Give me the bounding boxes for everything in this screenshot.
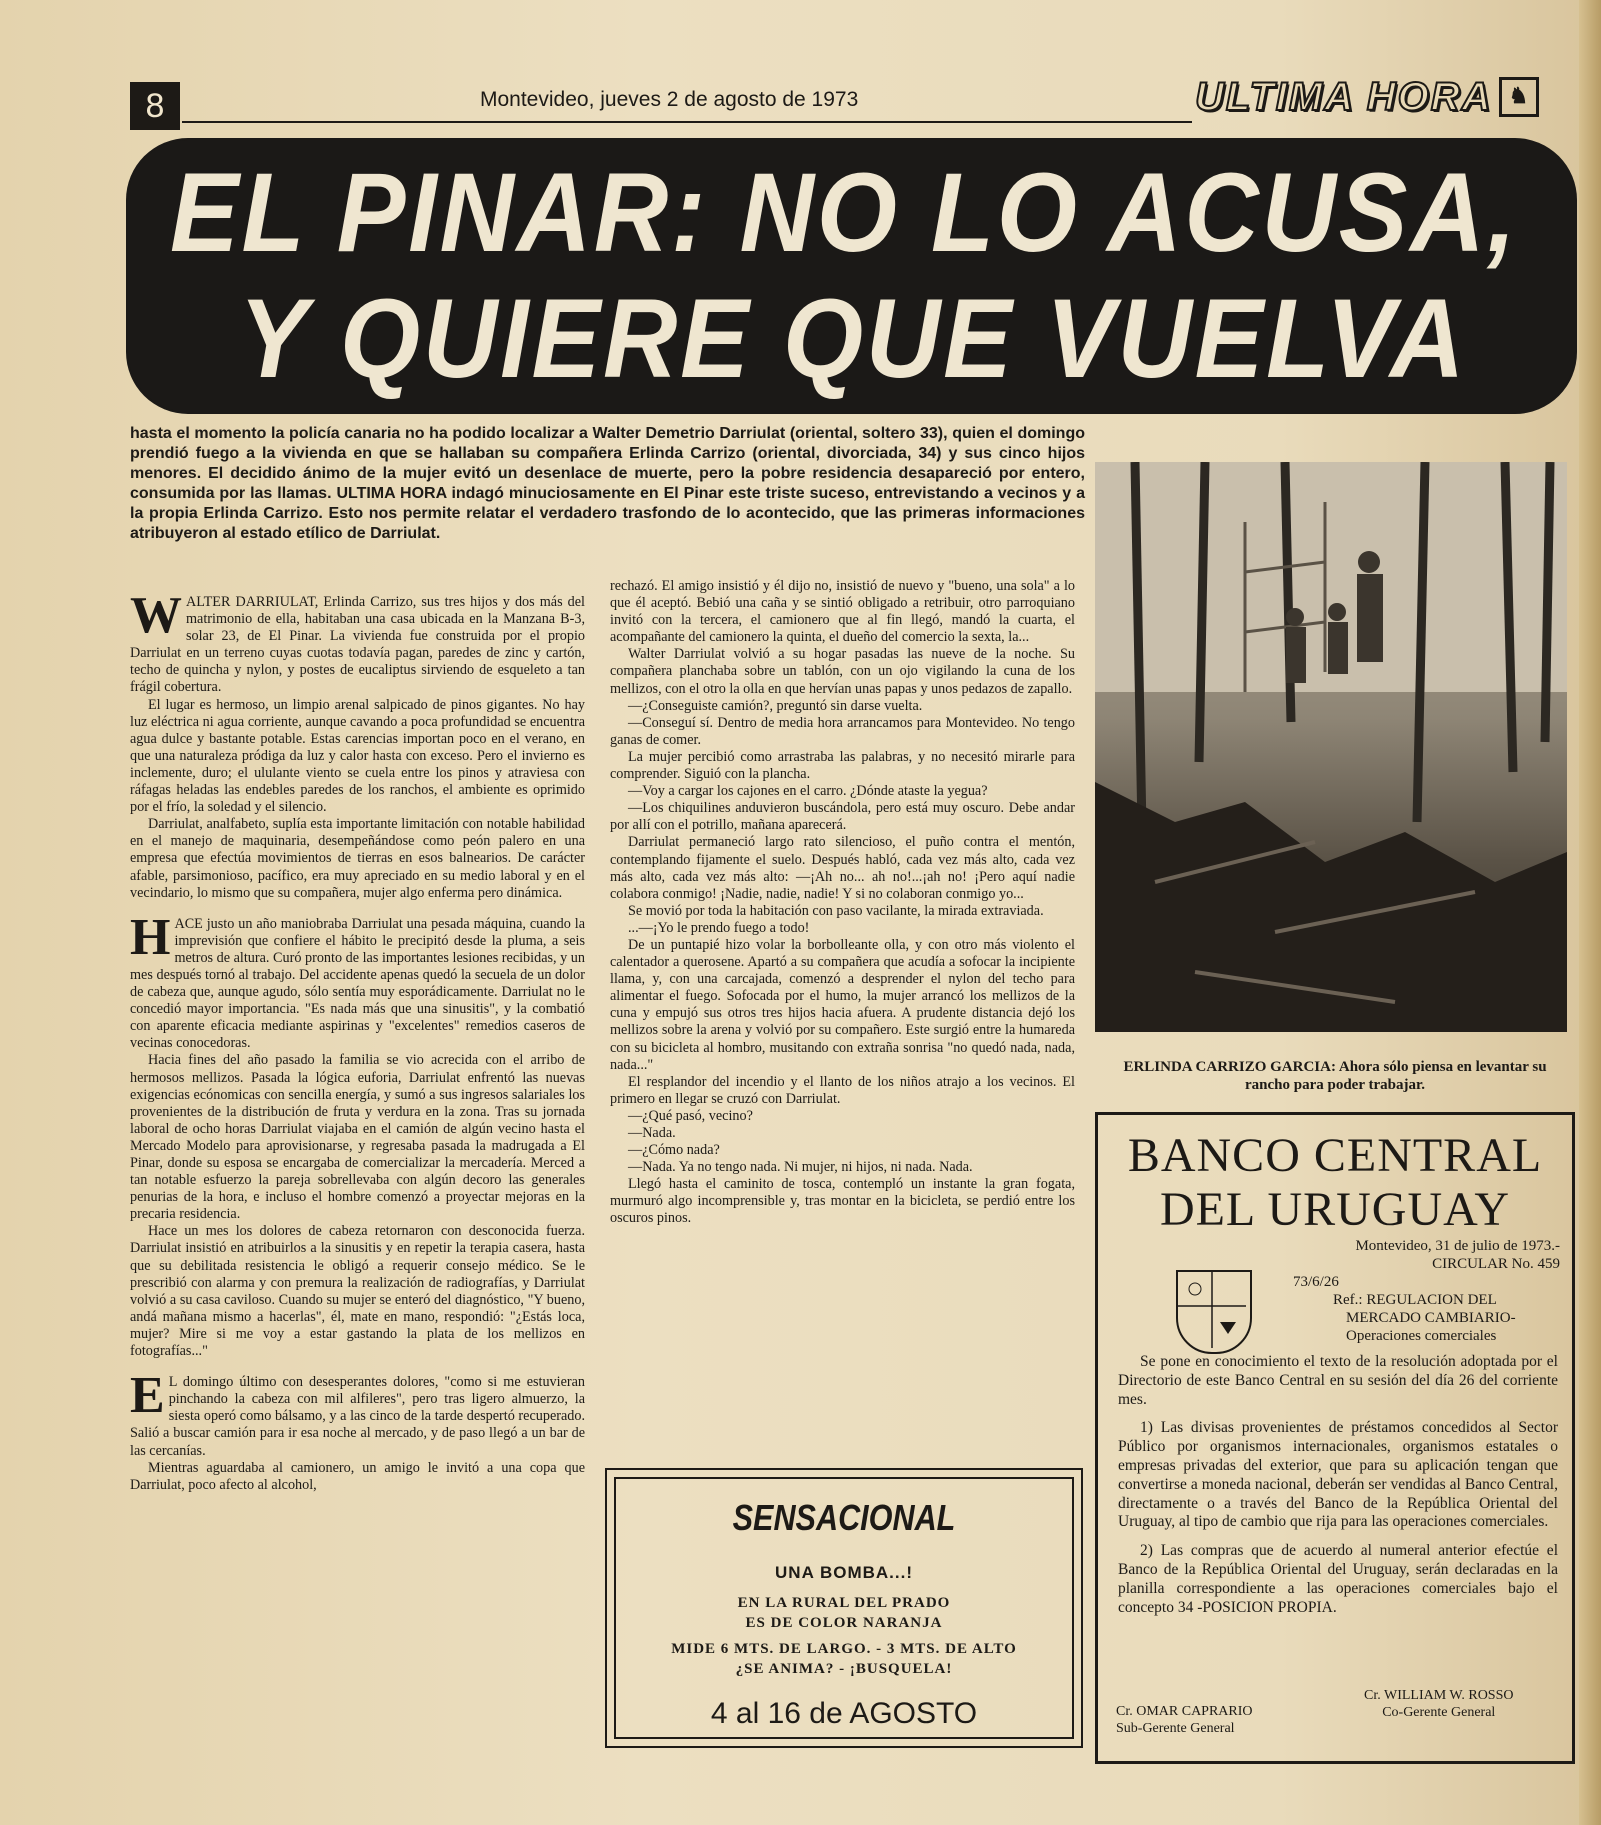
drop-cap: W xyxy=(130,587,182,644)
paragraph: —Los chiquilines anduvieron buscándola, pero está muy oscuro. Debe andar por allí con el potrillo, mañana aparecerá. xyxy=(610,800,1075,834)
header-rule xyxy=(182,121,1192,123)
circular-number: CIRCULAR No. 459 xyxy=(1432,1256,1560,1272)
ad-tagline: UNA BOMBA...! xyxy=(775,1563,913,1582)
paragraph: Se movió por toda la habitación con paso vacilante, la mirada extraviada. xyxy=(628,902,1044,919)
paragraph: De un puntapié hizo volar la borbolleante olla, y con otro más violento el calentador a querosene. Apartó a su compañera que acudía a sofocar la incipiente llama, y, con una carcajada, comenzó a desprender el nylon del techo para alimentar el fuego. Sofocada por el humo, la mujer arrancó los mellizos de la cuna y empujó sus otros tres hijos hacia afuera. A prudente distancia dejó los mellizos sobre la arena y volvió por su compañero. Este surgió entre la humareda con su bicicleta al hombro, musitando con extraña sonrisa "no quedó nada, nada, nada..." xyxy=(610,936,1075,1073)
article-column-1 xyxy=(130,588,585,1494)
paragraph: Mientras aguardaba al camionero, un amigo le invitó a una copa que Darriulat, poco afecto al alcohol, xyxy=(130,1459,585,1493)
advertisement-banco-central xyxy=(1095,1112,1575,1764)
paragraph: Walter Darriulat volvió a su hogar pasadas las nueve de la noche. Su compañera planchaba sobre un tablón, con un ojo vigilando la cuna de los mellizos, con el otro la olla en que hervían unas papas y unos pedazos de zapallo. xyxy=(610,646,1075,697)
signer-title: Sub-Gerente General xyxy=(1116,1721,1235,1736)
signer-name: Cr. OMAR CAPRARIO xyxy=(1116,1704,1253,1719)
circular-ref: Ref.: REGULACION DEL xyxy=(1333,1292,1497,1308)
paragraph xyxy=(130,1367,585,1459)
horseman-icon: ♞ xyxy=(1499,77,1539,117)
paragraph: —Nada. xyxy=(628,1125,676,1141)
paragraph: Darriulat permaneció largo rato silencioso, el puño contra el mentón, contemplando fijamente el suelo. Después habló, cada vez más alto, cada vez más alto, cada vez más alto: —¡Ah no... ah no!...¡ah no! ¡Pero aquí nadie colabora conmigo! ¡Nadie, nadie, nadie! Y si no colaboran conmigo yo... xyxy=(610,834,1075,902)
paragraph: rechazó. El amigo insistió y él dijo no, insistió de nuevo y "bueno, una sola" a lo que él aceptó. Bebió una caña y se sintió obligado a retribuir, otro parroquiano invitó con la tercera, el camionero que al fin llegó, mandó la cuarta, el acompañante del camionero la quinta, el dueño del comercio la sexta, la... xyxy=(610,578,1075,646)
paragraph: La mujer percibió como arrastraba las palabras, y no necesitó mirarle para comprender. Siguió con la plancha. xyxy=(610,748,1075,783)
paragraph-text: ALTER DARRIULAT, Erlinda Carrizo, sus tres hijos y dos más del matrimonio de ella, habitaban una casa ubicada en la Manzana B-3, solar 23, de El Pinar. La vivienda fue construida por el propio Darriulat en un terreno cuyas cuotas todavía pagan, paredes de zinc y cartón, techo de quincha y nylon, y postes de eucaliptus sirviendo de esqueleto a tan frágil cobertura. xyxy=(130,594,585,696)
ad-line: ES DE COLOR NARANJA xyxy=(745,1615,943,1631)
circular-ref: Operaciones comerciales xyxy=(1346,1328,1497,1344)
paragraph: El resplandor del incendio y el llanto de los niños atrajo a los vecinos. El primero en llegar se cruzó con Darriulat. xyxy=(610,1073,1075,1107)
lead-paragraph: hasta el momento la policía canaria no ha podido localizar a Walter Demetrio Darriulat (oriental, soltero 33), quien el domingo prendió fuego a la vivienda en que se hallaban su compañera Erlinda Carrizo (oriental, divorciada, 34) y sus cinco hijos menores. El decidido ánimo de la mujer evitó un desenlace de muerte, pero la pobre residencia desapareció por entero, consumida por las llamas. ULTIMA HORA indagó minuciosamente en El Pinar este triste suceso, entrevistando a vecinos y a la propia Erlinda Carrizo. Esto nos permite relatar el verdadero trasfondo de lo acontecido, que las primeras informaciones atribuyeron al estado etílico de Darriulat. xyxy=(130,425,1085,542)
ad-line: MIDE 6 MTS. DE LARGO. - 3 MTS. DE ALTO xyxy=(671,1641,1017,1657)
headline-line-1: EL PINAR: NO LO ACUSA, xyxy=(170,150,1519,275)
paragraph: —Voy a cargar los cajones en el carro. ¿Dónde ataste la yegua? xyxy=(628,783,988,800)
dateline: Montevideo, jueves 2 de agosto de 1973 xyxy=(480,88,859,111)
headline xyxy=(170,150,1519,402)
news-photo xyxy=(1095,462,1567,1032)
paragraph: —¿Conseguiste camión?, preguntó sin darse vuelta. xyxy=(628,697,923,714)
paragraph: Llegó hasta el caminito de tosca, contempló un instante la gran fogata, murmuró algo incomprensible y, tras montar en la bicicleta, se perdió entre los oscuros pinos. xyxy=(610,1176,1075,1227)
article-column-2 xyxy=(610,578,1075,1228)
bank-name-line-2: DEL URUGUAY xyxy=(1159,1183,1511,1236)
drop-cap: E xyxy=(130,1367,165,1425)
circular-date: Montevideo, 31 de julio de 1973.- xyxy=(1355,1238,1560,1254)
paragraph: Darriulat, analfabeto, suplía esta importante limitación con notable habilidad en el manejo de maquinaria, desempeñándose como peón palero en una empresa que efectúa movimientos de tierras en esos balnearios. De carácter afable, parsimonioso, pacífico, era muy apreciado en su medio laboral y en el vecindario, lo mismo que su compañera, mujer algo enferma pero dinámica. xyxy=(130,816,585,901)
paragraph: —¿Qué pasó, vecino? xyxy=(628,1107,753,1124)
paragraph xyxy=(130,587,585,697)
ad-line: ¿SE ANIMA? - ¡BUSQUELA! xyxy=(735,1661,953,1677)
paragraph: —Nada. Ya no tengo nada. Ni mujer, ni hijos, ni nada. Nada. xyxy=(628,1159,973,1176)
circular-intro: Se pone en conocimiento el texto de la resolución adoptada por el Directorio de este Banco Central en su sesión del día 26 del corriente mes. xyxy=(1118,1353,1558,1408)
photo-illustration xyxy=(1095,462,1567,1032)
signer-name: Cr. WILLIAM W. ROSSO xyxy=(1364,1688,1514,1703)
page-number: 8 xyxy=(130,82,180,130)
paragraph: Hacia fines del año pasado la familia se vio acrecida con el arribo de hermosos mellizos. Pasada la lógica euforia, Darriulat enfrentó las nuevas exigencias ecónomicas con sencilla energía, y sumó a sus ingresos salariales los provenientes de la distribución de fruta y verdura en la zona. Tras su jornada laboral de ocho horas Darriulat viajaba en el camión de algún vecino hasta el Mercado Modelo para aprovisionarse, y regresaba pasada la madrugada a El Pinar, donde su esposa se encargaba de comercializar la mercadería. Merced a tan notable esfuerzo la pareja sobrellevaba con algún decoro las generales penurias de la hora, e incluso el hombre comenzó a proyectar mejoras en la precaria residencia. xyxy=(130,1052,585,1223)
drop-cap: H xyxy=(130,908,171,966)
circular-item-2: 2) Las compras que de acuerdo al numeral anterior efectúe el Banco de la República Oriental del Uruguay, serán declaradas en la planilla correspondiente a las operaciones comerciales bajo el concepto 34 -POSICION PROPIA. xyxy=(1118,1542,1558,1616)
headline-line-2: Y QUIERE QUE VUELVA xyxy=(239,276,1468,401)
circular-ref: MERCADO CAMBIARIO- xyxy=(1346,1310,1516,1326)
paragraph-text: ACE justo un año maniobraba Darriulat una pesada máquina, cuando la imprevisión que confiere el hábito le precipitó desde la pluma, a seis metros de altura. Curó pronto de las importantes lesiones recibidas, y un mes después tornó al trabajo. Del accidente apenas quedó la secuela de un dolor de cabeza que, aunque agudo, sólo sentía muy esporádicamente. Darriulat no le concedió mayor importancia. "Es nada más que una sinusitis", y la combatió con aparente eficacia mediante aspirinas y "excelentes" remedios caseros de vecinas conocedoras. xyxy=(130,915,585,1052)
paragraph: —Conseguí sí. Dentro de media hora arrancamos para Montevideo. No tengo ganas de comer. xyxy=(610,714,1075,748)
newspaper-logo xyxy=(1195,72,1573,122)
circular-item-1: 1) Las divisas provenientes de préstamos concedidos al Sector Público por organismos internacionales, organismos estatales o empresas privadas del exterior, que para su aplicación tengan que convertirse a moneda nacional, deberán ser vendidas al Banco Central, directamente o a través del Banco de la República Oriental del Uruguay, al tipo de cambio que rija para las operaciones comerciales. xyxy=(1118,1419,1558,1531)
ad-line: EN LA RURAL DEL PRADO xyxy=(737,1595,951,1611)
paragraph: El lugar es hermoso, un limpio arenal salpicado de pinos gigantes. No hay luz eléctrica ni agua corriente, aunque cavando a poca profundidad se encuentra agua dulce y bastante potable. Estas carencias importan poco en el verano, en que una naturaleza pródiga da luz y calor hasta con exceso. Pero el invierno es inclemente, duro; el ululante viento se cuela entre los pinos y atraviesa con ráfagas heladas las endebles paredes de los ranchos, el ambiente es oprimido por el frío, la soledad y el silencio. xyxy=(130,696,585,816)
signature-rosso xyxy=(1364,1687,1513,1721)
bank-name xyxy=(1098,1129,1572,1237)
photo-caption: ERLINDA CARRIZO GARCIA: Ahora sólo piensa en levantar su rancho para poder trabajar. xyxy=(1123,1059,1547,1093)
paragraph-text: L domingo último con desesperantes dolores, "como si me estuvieran pinchando la cabeza con mil alfileres", pero tras ligero almuerzo, la siesta operó como bálsamo, y a las cinco de la tarde despertó recuperado. Salió a buscar camión para ir esa noche al mercado, y de paso llegó a un bar de las cercanías. xyxy=(130,1374,585,1459)
paragraph: —¿Cómo nada? xyxy=(628,1142,720,1159)
paragraph: ...—¡Yo le prendo fuego a todo! xyxy=(628,919,810,936)
logo-text: ULTIMA HORA xyxy=(1195,74,1493,119)
paragraph: Hace un mes los dolores de cabeza retornaron con desconocida fuerza. Darriulat insistió en atribuirlos a la sinusitis y en repetir la terapia casera, hasta que su debilitada resistencia le obligó a requerir consejo médico. Se le prescribió con alarma y con premura la realización de radiografías, y Darriulat volvió a su casa caviloso. Cuando su mujer se enteró del diagnóstico, "Y bueno, andá mañana mismo a hacerlas", él, mate en mano, respondió: "¿Estás loca, mujer? Mire si me voy a estar gastando la plata de los mellizos en fotografías..." xyxy=(130,1223,585,1360)
bank-name-line-1: BANCO CENTRAL xyxy=(1127,1129,1543,1182)
signature-caprario xyxy=(1116,1703,1253,1737)
circular-header xyxy=(1098,1237,1568,1345)
ad-dates: 4 al 16 de AGOSTO xyxy=(710,1697,978,1730)
circular-code: 73/6/26 xyxy=(1293,1274,1339,1290)
ad-title: SENSACIONAL xyxy=(732,1497,956,1538)
page-edge xyxy=(1579,0,1601,1825)
ad-inner-frame xyxy=(614,1477,1074,1739)
paragraph xyxy=(130,908,585,1053)
circular-body xyxy=(1118,1353,1558,1627)
signer-title: Co-Gerente General xyxy=(1382,1705,1496,1720)
advertisement-sensacional xyxy=(605,1468,1083,1748)
